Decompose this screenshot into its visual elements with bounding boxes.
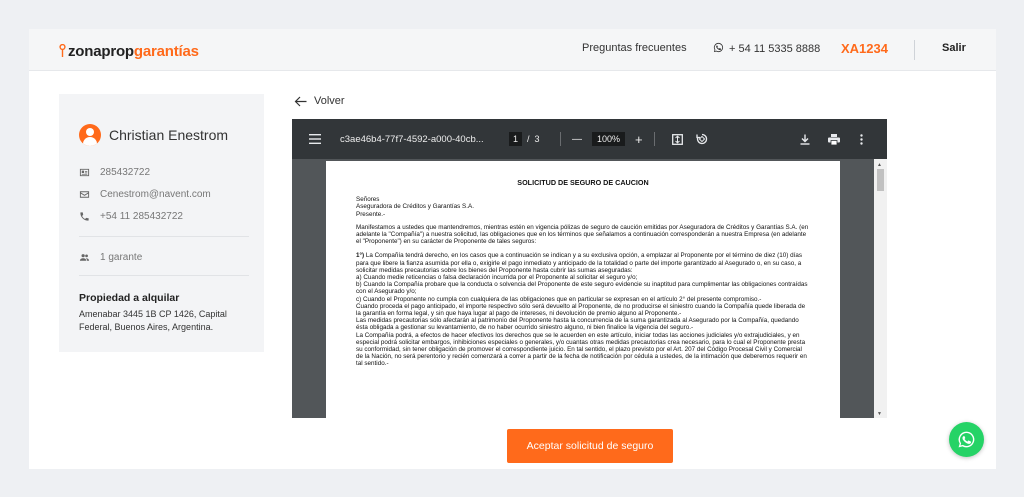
menu-button[interactable]: [309, 119, 321, 159]
property-address: Amenabar 3445 1B CP 1426, Capital Federal, Buenos Aires, Argentina.: [79, 309, 227, 332]
document-title: SOLICITUD DE SEGURO DE CAUCION: [517, 178, 649, 187]
logo[interactable]: [59, 41, 199, 61]
logo-text-product: garantías: [133, 42, 199, 60]
whatsapp-icon: [957, 430, 976, 449]
zoom-value: 100%: [592, 132, 625, 146]
guarantors-row: [79, 252, 142, 263]
phone-row: [79, 211, 183, 222]
fit-page-button[interactable]: [672, 119, 683, 159]
print-icon: [828, 134, 840, 145]
whatsapp-icon: [713, 42, 724, 56]
main-card: [29, 29, 996, 469]
download-button[interactable]: [800, 119, 810, 159]
page-number-input[interactable]: 1: [509, 132, 522, 146]
document-intro: Manifestamos a ustedes que mantendremos, mientras estén en vigencia pólizas de seguro de caución emitidas por Aseguradora de Créditos y Garantías S.A. (en adelante la "Compañía") a nuestra solicitud, las obligaciones que en los términos que señalamos a continuación corresponderán a nuestra Empresa (en adelante el "Proponente") en su carácter de Proponente de tales seguros:: [356, 223, 809, 246]
email-row: [79, 189, 211, 200]
people-icon: [79, 252, 90, 263]
faq-link[interactable]: Preguntas frecuentes: [582, 42, 687, 54]
header-divider: [914, 40, 915, 60]
pdf-scrollbar[interactable]: [874, 159, 887, 418]
whatsapp-phone-link[interactable]: [713, 42, 820, 56]
profile-panel: [59, 94, 264, 352]
zoom-in-button[interactable]: +: [635, 131, 643, 147]
divider: [79, 236, 249, 237]
mail-icon: [79, 189, 90, 200]
property-title: Propiedad a alquilar: [79, 292, 180, 304]
clause-number: 1°): [356, 252, 365, 260]
divider: [79, 275, 249, 276]
profile-header: [79, 124, 228, 146]
menu-icon: [309, 134, 321, 144]
phone-number: + 54 11 5335 8888: [729, 43, 821, 55]
logo-text-brand: zonaprop: [68, 42, 134, 60]
more-options-button[interactable]: [860, 119, 863, 159]
back-label: Volver: [314, 95, 345, 107]
more-vertical-icon: [860, 134, 863, 145]
id-card-icon: [79, 167, 90, 178]
page-separator: /: [527, 134, 530, 144]
download-icon: [800, 134, 810, 145]
zoom-out-button[interactable]: —: [572, 133, 582, 145]
fit-page-icon: [672, 134, 683, 145]
dni-value: 285432722: [100, 167, 151, 178]
user-avatar-icon: [79, 124, 101, 146]
pdf-toolbar: [292, 119, 887, 159]
back-link[interactable]: [294, 95, 345, 107]
pdf-viewer[interactable]: [292, 119, 887, 418]
rotate-button[interactable]: [696, 119, 708, 159]
zoom-level[interactable]: [592, 119, 625, 159]
page-indicator: [509, 119, 540, 159]
document-greeting: Señores Aseguradora de Créditos y Garantías S.A. Presente.-: [356, 196, 474, 218]
toolbar-divider: [560, 132, 561, 146]
pdf-page: [326, 161, 840, 418]
accept-insurance-button[interactable]: Aceptar solicitud de seguro: [507, 429, 673, 463]
scroll-thumb[interactable]: [877, 169, 884, 191]
phone-icon: [79, 211, 90, 222]
arrow-left-icon: [294, 96, 307, 107]
phone-value: +54 11 285432722: [100, 211, 183, 222]
print-button[interactable]: [828, 119, 840, 159]
location-pin-icon: [59, 44, 66, 58]
whatsapp-chat-button[interactable]: [949, 422, 984, 457]
scroll-down-arrow[interactable]: ▼: [877, 411, 882, 417]
user-code: XA1234: [841, 41, 888, 56]
dni-row: [79, 167, 150, 178]
email-value: Cenestrom@navent.com: [100, 189, 211, 200]
page-total: 3: [534, 134, 540, 144]
guarantors-count: 1 garante: [100, 252, 143, 263]
pdf-filename: c3ae46b4-77f7-4592-a000-40cb...: [340, 133, 484, 145]
rotate-icon: [696, 133, 708, 145]
logout-link[interactable]: Salir: [942, 42, 966, 54]
document-clause-1: [356, 252, 810, 367]
top-header: [29, 29, 996, 71]
clause-text: La Compañía tendrá derecho, en los casos que a continuación se indican y a su exclusiva opción, a emplazar al Proponente por el término de diez (10) días para que libere la fianza asumida por ella o, exigirle el pago inmediato y anticipado de la totalidad o parte del importe garantizado al Asegurado o, en su caso, a solicitar medidas precautorias sobre los bienes del Proponente hasta cubrir las sumas aseguradas: a) Cuando medie reticencias o falsa declaración incurrida por el Proponente al solicitar el seguro y/o; b) Cuando la Compañía probare que la conducta o solvencia del Proponente de este seguro evidencie su inaptitud para cumplimentar las obligaciones contraídas con el Asegurado y/o; c) Cuando el Proponente no cumpla con cualquiera de las obligaciones que en particular se expresan en el artículo 2° del presente compromiso.- Cuando proceda el pago anticipado, el importe respectivo sólo será devuelto al Proponente, de no producirse el siniestro cuando la Compañía quede liberada de la garantía en forma legal, y sin que haya lugar al pago de intereses, ni devolución de premio alguno al Proponente.- Las medidas precautorias sólo afectarán al patrimonio del Proponente hasta la concurrencia de la suma garantizada al Asegurado por la Compañía, quedando ésta obligada a gestionar su levantamiento, de no haber ocurrido siniestro alguno, ni bien finalice la vigencia del seguro.- La Compañía podrá, a efectos de hacer efectivos los derechos que se le acuerden en este artículo, iniciar todas las acciones judiciales y/o extrajudiciales, y en especial podrá solicitar embargos, inhibiciones especiales o generales, y/o cuantas otras medidas precautorias crea necesario, para lo cual el Proponente presta su conformidad, sin tener obligación de promover el correspondiente juicio. En tal sentido, el plazo previsto por el Art. 207 del Código Procesal Civil y Comercial de la Nación, no será perentorio y recién comenzará a correr a partir de la fecha de notificación por cédula a ustedes, de la intimación que deberemos requerir en tal sentido.-: [356, 252, 808, 368]
toolbar-divider: [654, 132, 655, 146]
scroll-up-arrow[interactable]: ▲: [877, 162, 882, 168]
user-name: Christian Enestrom: [109, 127, 229, 143]
